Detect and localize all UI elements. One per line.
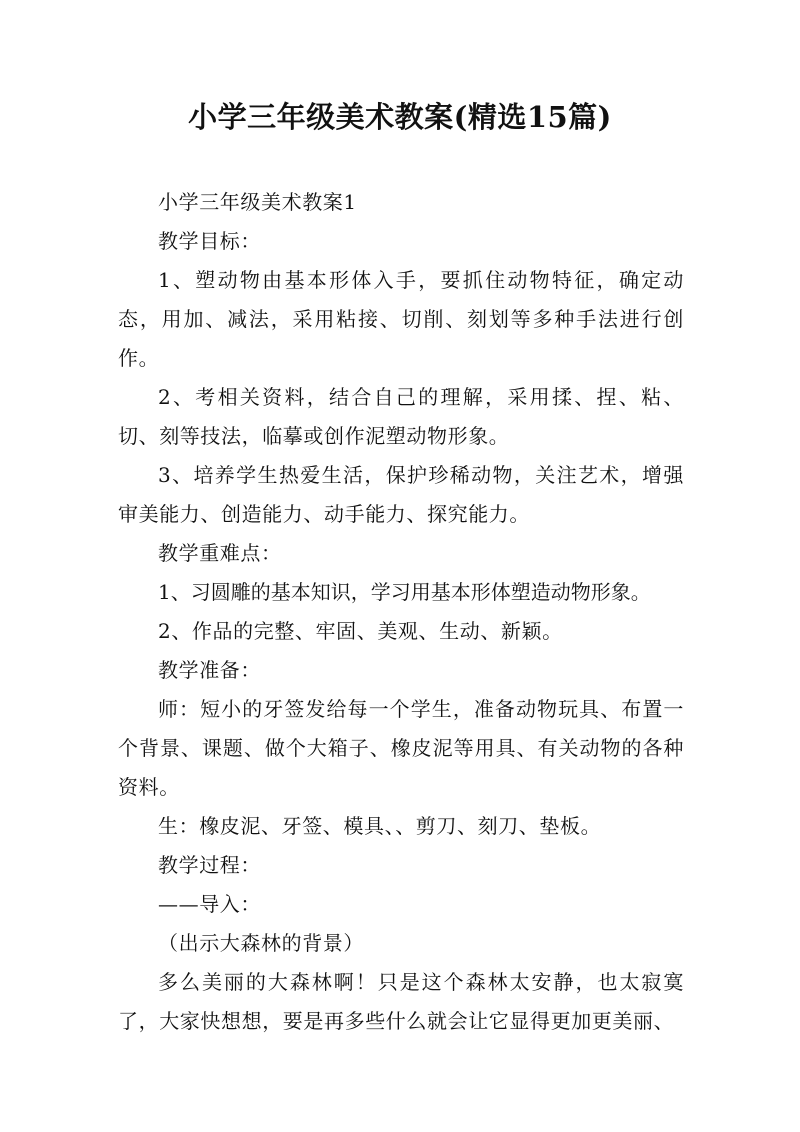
document-title: 小学三年级美术教案(精选15篇) [188,100,612,134]
intro-paragraph: 多么美丽的大森林啊！只是这个森林太安静，也太寂寞了，大家快想想，要是再多些什么就会让它显得更加更美丽、 [118,970,684,1033]
goal-item-3: 3、培养学生热爱生活，保护珍稀动物，关注艺术，增强审美能力、创造能力、动手能力、探究能力。 [118,463,684,526]
goal-item-2: 2、考相关资料，结合自己的理解，采用揉、捏、粘、切、刻等技法，临摹或创作泥塑动物形象。 [118,385,684,448]
key-points-heading: 教学重难点： [158,541,282,565]
teacher-preparation: 师：短小的牙签发给每一个学生，准备动物玩具、布置一个背景、课题、做个大箱子、橡皮泥等用具、有关动物的各种资料。 [118,697,684,799]
stage-direction: （出示大森林的背景） [158,931,364,955]
key-point-1: 1、习圆雕的基本知识，学习用基本形体塑造动物形象。 [158,580,651,604]
student-preparation: 生：橡皮泥、牙签、模具、、剪刀、刻刀、垫板。 [158,814,602,838]
section-heading: 小学三年级美术教案1 [158,190,357,214]
key-point-2: 2、作品的完整、牢固、美观、生动、新颖。 [158,619,563,643]
teaching-goals-heading: 教学目标： [158,229,261,253]
process-heading: 教学过程： [158,853,261,877]
goal-item-1: 1、塑动物由基本形体入手，要抓住动物特征，确定动态，用加、减法，采用粘接、切削、刻划等多种手法进行创作。 [118,268,684,370]
preparation-heading: 教学准备： [158,658,261,682]
document-body [118,183,684,1041]
introduction-label: ——导入： [158,892,261,916]
